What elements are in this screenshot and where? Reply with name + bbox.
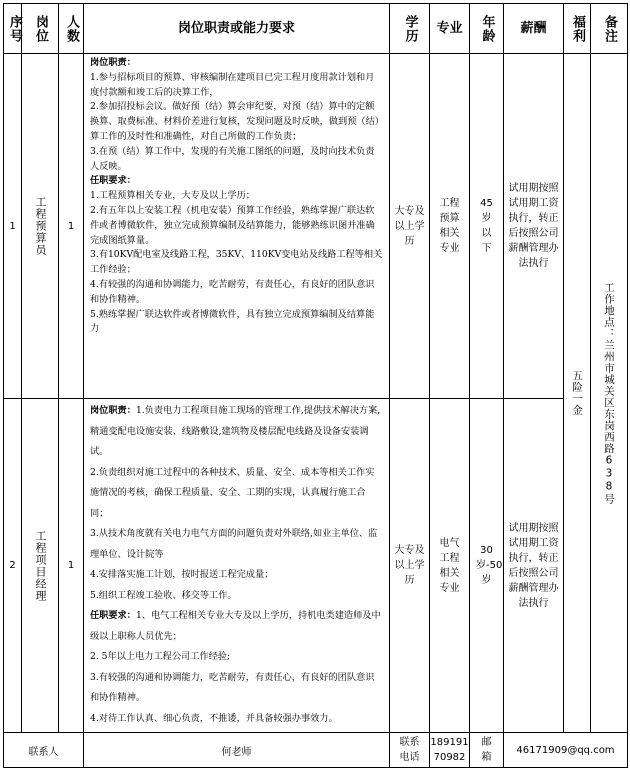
row-position: 工程预算员 xyxy=(22,54,59,399)
header-index: 序号 xyxy=(4,4,22,54)
row-major: 电气工程相关专业 xyxy=(430,399,470,733)
contact-value: 何老师 xyxy=(84,733,390,768)
row-age: 45岁以下 xyxy=(470,54,504,399)
email-value: 46171909@qq.com xyxy=(504,733,628,768)
row-count: 1 xyxy=(59,54,84,399)
requirement-item: 2.有五年以上安装工程（机电安装）预算工作经验，熟练掌握广联达软件或者博微软件，独立完成预算编制及结算能力，能够熟练识图并准确完成图纸算量。 xyxy=(90,204,375,246)
row-index: 1 xyxy=(4,54,22,399)
row-salary: 试用期按照试用期工资执行，转正后按照公司薪酬管理办法执行 xyxy=(504,54,564,399)
duties-title: 岗位职责： xyxy=(90,57,136,68)
row-major: 工程预算相关专业 xyxy=(430,54,470,399)
welfare-cell: 五险一金 xyxy=(564,54,591,733)
requirement-item: 3.有10KV配电室及线路工程，35KV、110KV变电站及线路工程等相关工作经验； xyxy=(90,249,383,276)
requirement-item: 1.工程预算相关专业，大专及以上学历； xyxy=(90,190,255,202)
duty-item: 5.组织工程竣工验收、移交等工作。 xyxy=(90,589,237,601)
header-age: 年龄 xyxy=(470,4,504,54)
duty-item: 2.负责组织对施工过程中的各种技术、质量、安全、成本等相关工作实施情况的考核，确保工程质量、安全、工期的实现，认真履行施工合同； xyxy=(90,466,375,519)
phone-line: 189191 xyxy=(430,737,469,748)
duty-item: 3.在预（结）算工作中，发现的有关施工图纸的问题，及时向技术负责人反映。 xyxy=(90,145,375,172)
contact-label: 联系人 xyxy=(4,733,84,768)
row-count: 1 xyxy=(59,399,84,733)
job-table xyxy=(3,3,628,768)
duties-title: 岗位职责： xyxy=(90,405,136,416)
duty-item: 2.参加招投标会议。做好预（结）算会审纪要，对预（结）算中的定额换算、取费标准、材料价差进行复核，发现问题及时反映，做到预（结）算工作的及时性和准确性，对自己所做的工作负责； xyxy=(90,101,380,142)
table-row xyxy=(4,399,628,733)
requirement-item: 4.对待工作认真、细心负责，不推诿，并具备较强办事效力。 xyxy=(90,712,338,724)
phone-value xyxy=(430,733,470,768)
header-welfare: 福利 xyxy=(564,4,591,54)
header-education: 学历 xyxy=(390,4,430,54)
phone-line: 70982 xyxy=(433,752,466,763)
header-remark: 备注 xyxy=(591,4,628,54)
requirement-item: 1、电气工程相关专业大专及以上学历，持机电类建造师及中级以上职称人员优先； xyxy=(90,610,381,642)
row-salary: 试用期按照试用期工资执行，转正后按照公司薪酬管理办法执行 xyxy=(504,399,564,733)
table-row xyxy=(4,54,628,399)
duty-item: 1.负责电力工程项目施工现场的管理工作,提供技术解决方案,精通变配电设施安装、线路敷设,建筑物及楼层配电线路及设备安装调试。 xyxy=(90,405,381,457)
phone-label: 联系电话 xyxy=(390,733,430,768)
duty-item: 4.安排落实施工计划，按时报送工程完成量； xyxy=(90,569,274,580)
row-education: 大专及以上学历 xyxy=(390,54,430,399)
duties-cell xyxy=(84,399,390,733)
requirement-item: 4.有较强的沟通和协调能力，吃苦耐劳，有责任心，有良好的团队意识和协作精神。 xyxy=(90,278,375,305)
header-position: 岗位 xyxy=(22,4,59,54)
requirement-item: 2. 5年以上电力工程公司工作经验; xyxy=(90,651,231,662)
requirements-title: 任职要求： xyxy=(90,175,136,187)
header-row xyxy=(4,4,628,54)
header-count: 人数 xyxy=(59,4,84,54)
requirements-title: 任职要求： xyxy=(90,610,136,621)
remark-cell: 工作地点：兰州市城关区东岗西路638号 xyxy=(591,54,628,733)
row-education: 大专及以上学历 xyxy=(390,399,430,733)
duties-cell xyxy=(84,54,390,399)
footer-row xyxy=(4,733,628,768)
duty-item: 3.从技术角度就有关电力电气方面的问题负责对外联络,如业主单位、监理单位、设计院等 xyxy=(90,528,378,560)
email-label: 邮箱 xyxy=(470,733,504,768)
header-major: 专业 xyxy=(430,4,470,54)
duty-item: 1.参与招标项目的预算、审核编制在建项目已完工程月度用款计划和月度付款额和竣工后的决算工作， xyxy=(90,71,375,98)
requirement-item: 3.有较强的沟通和协调能力，吃苦耐劳，有责任心，有良好的团队意识和协作精神。 xyxy=(90,671,375,703)
requirement-item: 5.熟练掌握广联达软件或者博微软件，具有独立完成预算编制及结算能力 xyxy=(90,308,375,335)
row-index: 2 xyxy=(4,399,22,733)
row-age: 30岁-50岁 xyxy=(470,399,504,733)
header-duties: 岗位职责或能力要求 xyxy=(84,4,390,54)
row-position: 工程项目经理 xyxy=(22,399,59,733)
header-salary: 薪酬 xyxy=(504,4,564,54)
